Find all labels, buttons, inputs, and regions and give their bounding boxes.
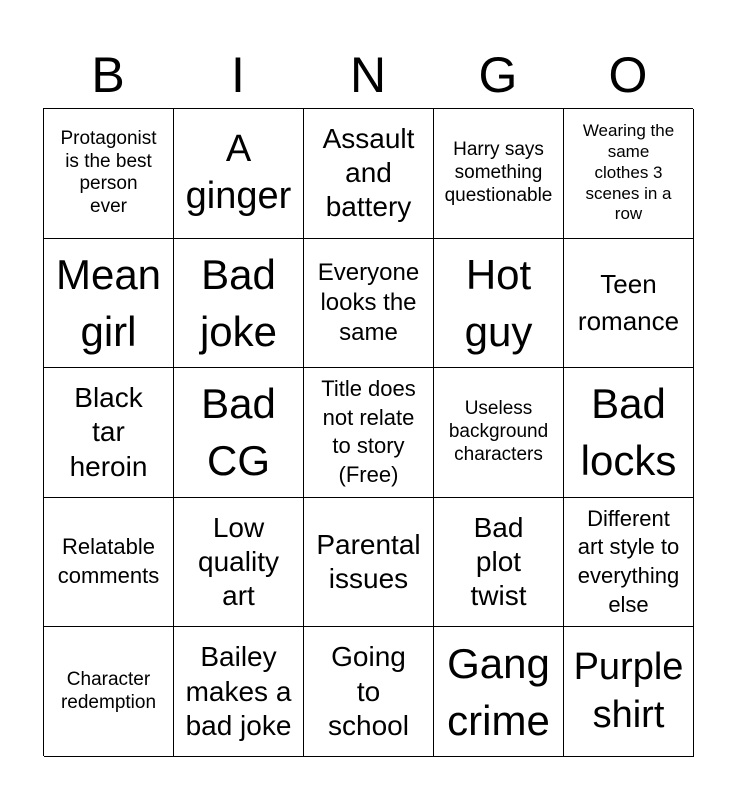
cell-text: Relatable comments (57, 534, 160, 589)
bingo-cell[interactable] (304, 627, 434, 757)
bingo-cell[interactable] (434, 368, 564, 498)
cell-text: Purple shirt (573, 646, 684, 736)
cell-text: Bad CG (201, 380, 276, 485)
bingo-cell[interactable] (434, 239, 564, 369)
cell-text: Bad joke (199, 250, 278, 355)
bingo-cell[interactable] (44, 627, 174, 757)
cell-text: Protagonist is the best person ever (60, 127, 157, 218)
cell-text: Going to school (328, 641, 409, 741)
header-letter-g: G (478, 47, 518, 103)
bingo-header (43, 42, 693, 108)
bingo-cell[interactable] (44, 239, 174, 369)
cell-text: Bad plot twist (470, 511, 527, 612)
bingo-cell[interactable] (174, 109, 304, 239)
bingo-cell[interactable] (564, 498, 694, 628)
bingo-cell[interactable] (564, 627, 694, 757)
bingo-cell[interactable] (434, 109, 564, 239)
header-letter-i: I (231, 47, 245, 103)
bingo-cell[interactable] (174, 498, 304, 628)
bingo-cell[interactable] (304, 498, 434, 628)
bingo-cell[interactable] (44, 109, 174, 239)
cell-text: A ginger (185, 127, 292, 218)
cell-text: Assault and battery (322, 123, 415, 223)
bingo-cell[interactable] (434, 498, 564, 628)
cell-text: Parental issues (316, 528, 421, 595)
bingo-cell[interactable] (304, 368, 434, 498)
bingo-grid (43, 108, 693, 756)
cell-text: Harry says something questionable (444, 139, 553, 206)
header-letter-o: O (608, 47, 648, 103)
bingo-cell[interactable] (564, 368, 694, 498)
bingo-cell[interactable] (564, 239, 694, 369)
header-letter-b: B (91, 47, 125, 103)
cell-text: Everyone looks the same (317, 258, 420, 346)
bingo-cell[interactable] (44, 368, 174, 498)
bingo-cell[interactable] (564, 109, 694, 239)
cell-text: Teen romance (577, 268, 680, 336)
cell-text: Wearing the same clothes 3 scenes in a row (582, 121, 675, 224)
cell-text: Low quality art (198, 511, 279, 612)
cell-text: Different art style to everything else (577, 505, 680, 617)
bingo-cell[interactable] (434, 627, 564, 757)
cell-text: Character redemption (60, 668, 157, 713)
bingo-cell[interactable] (304, 109, 434, 239)
cell-text: Black tar heroin (69, 382, 148, 482)
cell-text: Gang crime (447, 639, 550, 744)
bingo-cell[interactable] (174, 627, 304, 757)
cell-text: Title does not relate to story (Free) (321, 376, 416, 488)
bingo-cell[interactable] (304, 239, 434, 369)
cell-text: Useless background characters (448, 398, 549, 465)
cell-text: Mean girl (55, 250, 162, 355)
cell-text: Bailey makes a bad joke (185, 641, 292, 741)
cell-text: Bad locks (580, 380, 677, 485)
cell-text: Hot guy (464, 250, 533, 355)
header-letter-n: N (349, 47, 387, 103)
bingo-cell[interactable] (174, 368, 304, 498)
bingo-cell[interactable] (44, 498, 174, 628)
bingo-cell[interactable] (174, 239, 304, 369)
